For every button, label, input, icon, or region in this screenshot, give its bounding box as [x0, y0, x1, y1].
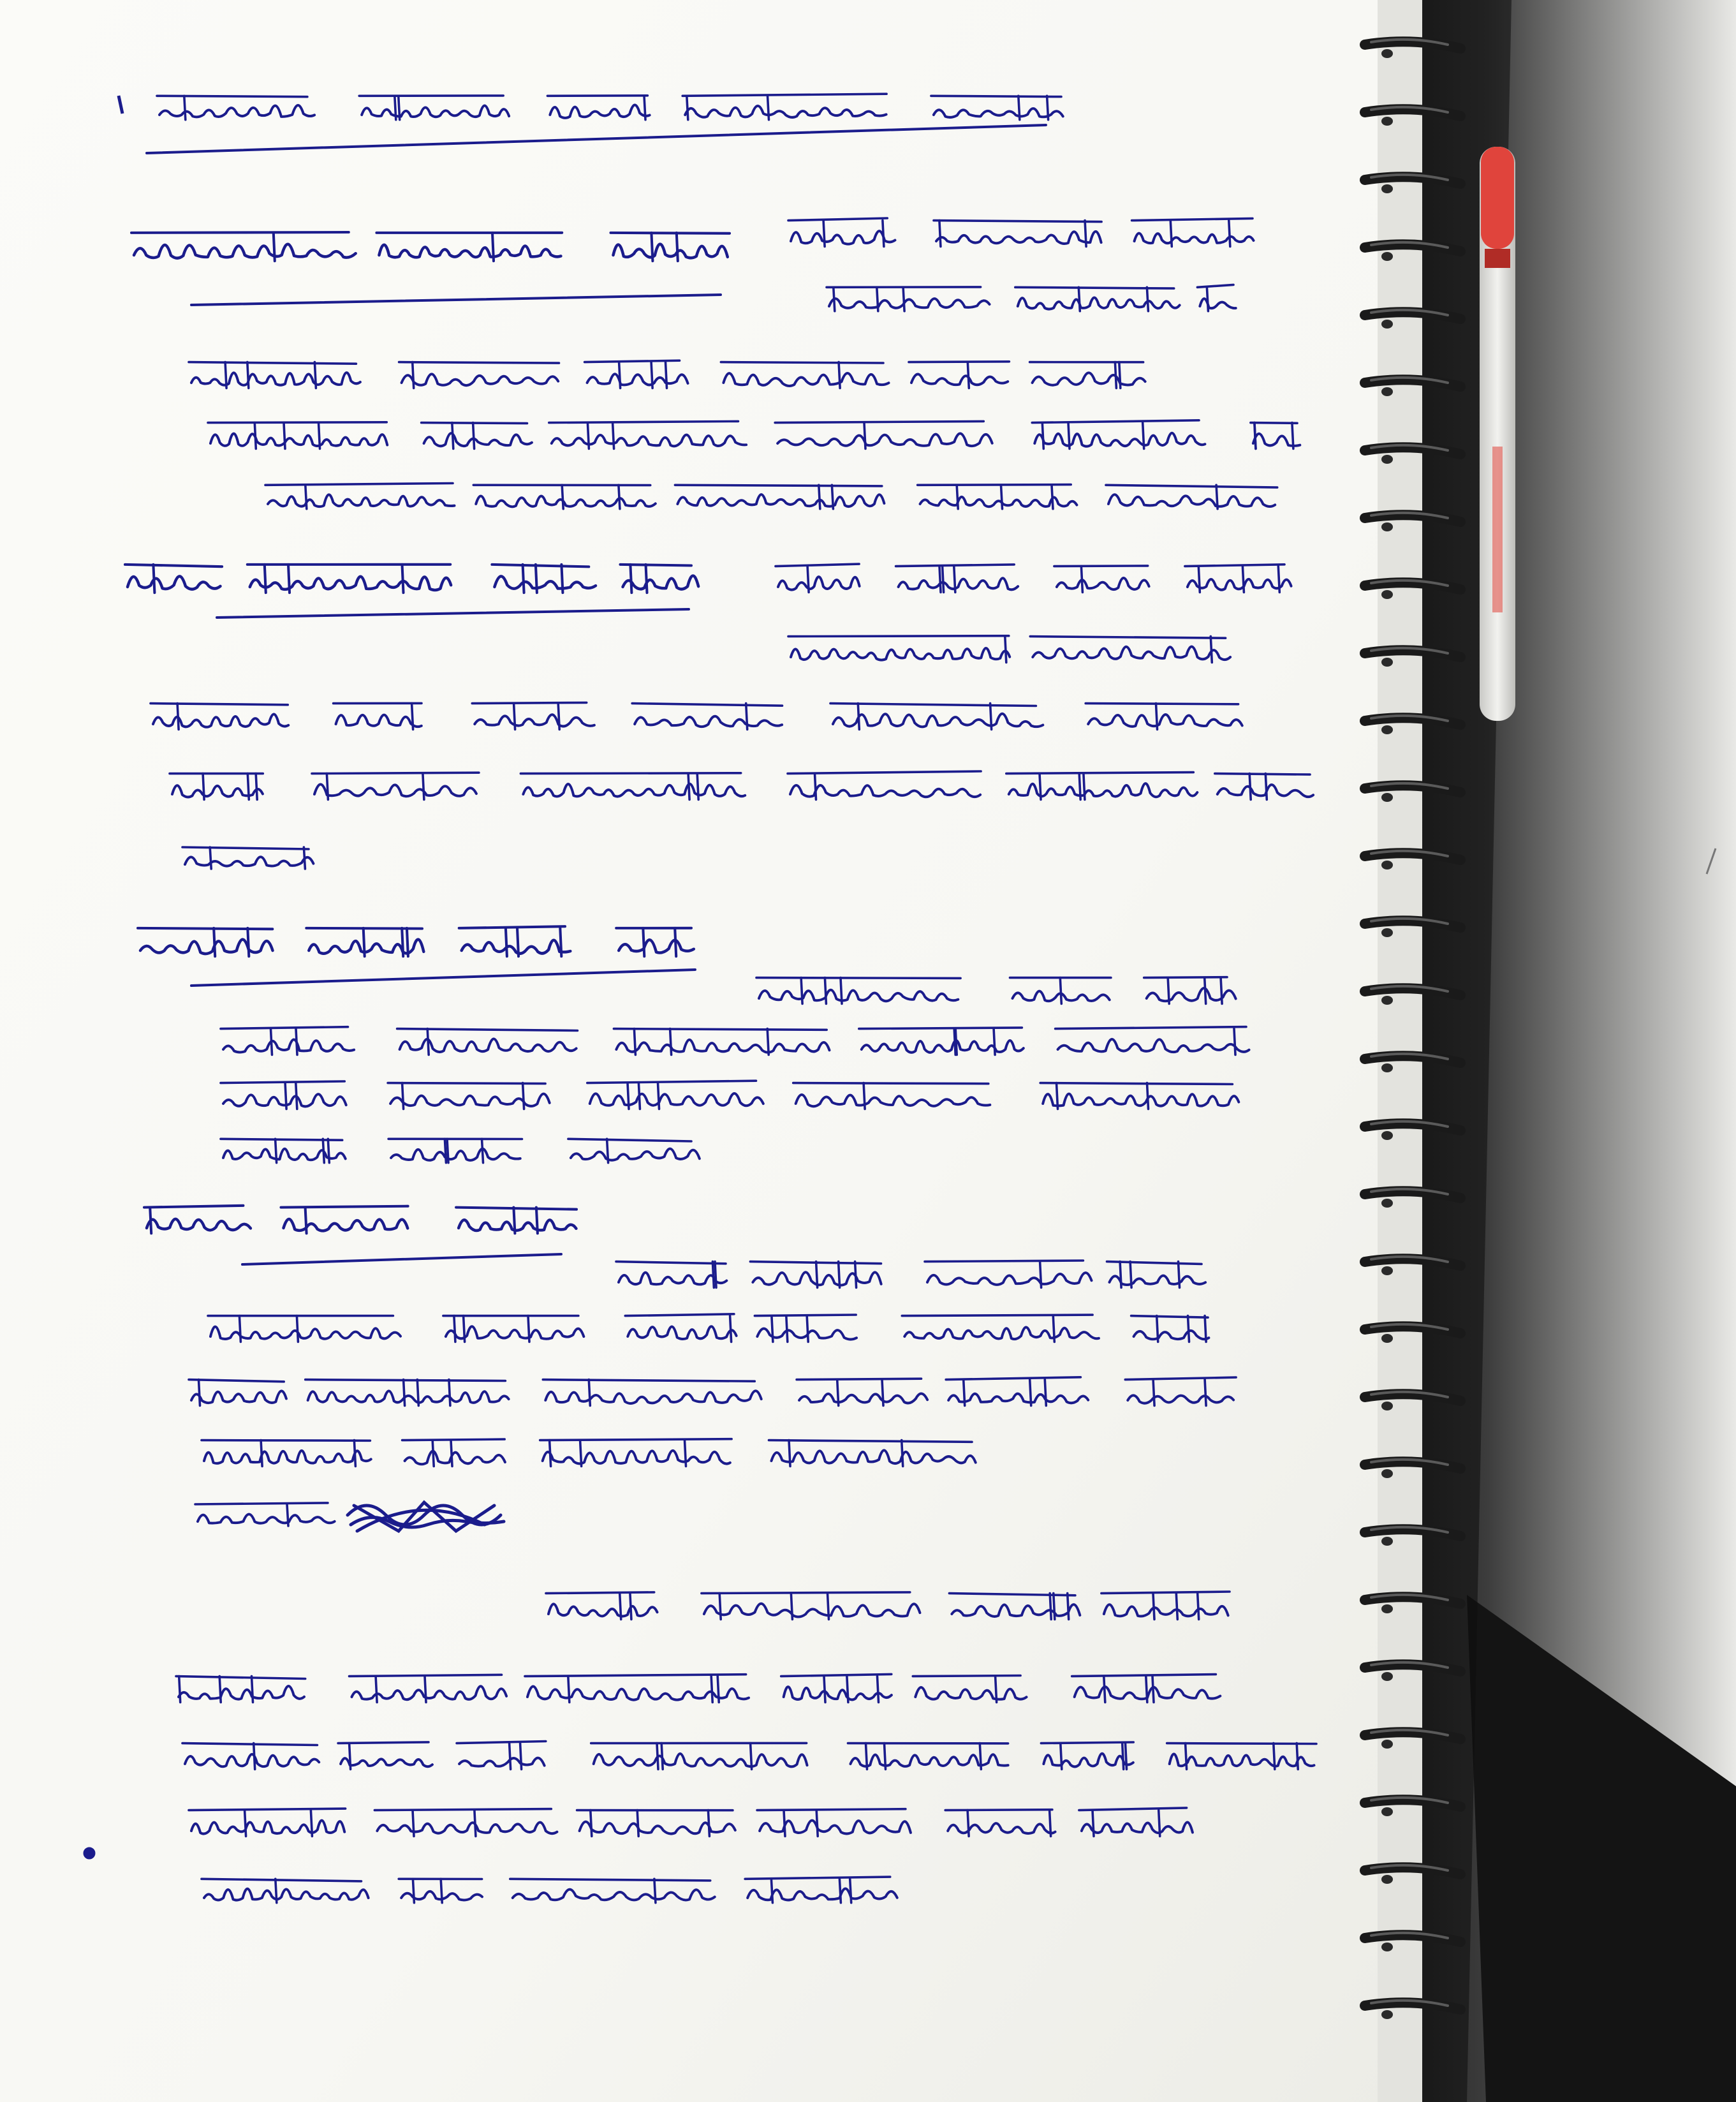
handwritten-stroke	[954, 566, 955, 593]
handwritten-stroke	[297, 1316, 298, 1342]
handwritten-stroke	[807, 566, 809, 593]
handwritten-stroke	[1205, 1316, 1206, 1342]
handwritten-stroke	[587, 423, 589, 449]
handwritten-headline	[675, 485, 881, 486]
handwritten-stroke	[1156, 704, 1158, 730]
handwritten-headline	[754, 1315, 856, 1316]
handwritten-stroke	[402, 1083, 404, 1109]
handwritten-stroke	[815, 774, 816, 800]
handwritten-headline	[757, 1809, 906, 1810]
handwritten-stroke	[816, 1262, 818, 1288]
handwritten-stroke	[449, 1380, 450, 1406]
handwritten-stroke	[1030, 1380, 1031, 1406]
handwritten-stroke	[276, 1879, 277, 1902]
handwritten-stroke	[1186, 1743, 1187, 1770]
handwritten-stroke	[654, 1879, 656, 1902]
handwritten-stroke	[591, 1810, 592, 1837]
handwritten-stroke	[254, 423, 256, 449]
handwritten-stroke	[939, 566, 941, 593]
handwritten-stroke	[878, 1676, 879, 1703]
handwritten-stroke	[613, 423, 614, 449]
handwritten-headline	[144, 1206, 243, 1208]
handwritten-stroke	[791, 1594, 792, 1620]
handwritten-headline	[1251, 423, 1297, 424]
handwritten-stroke	[364, 928, 365, 956]
handwritten-stroke	[943, 566, 944, 593]
handwritten-stroke	[413, 362, 414, 389]
handwritten-headline	[793, 1083, 989, 1084]
handwritten-stroke	[528, 1316, 529, 1342]
handwritten-stroke	[1292, 423, 1293, 449]
handwritten-stroke	[634, 1029, 635, 1055]
handwritten-stroke	[697, 774, 698, 800]
handwritten-headline	[1040, 1083, 1232, 1084]
handwritten-headline	[520, 773, 740, 774]
handwritten-stroke	[939, 221, 941, 247]
handwritten-headline	[131, 232, 349, 233]
handwritten-stroke	[550, 1440, 551, 1467]
handwritten-stroke	[1120, 1262, 1121, 1288]
handwritten-stroke	[883, 221, 884, 247]
handwritten-stroke	[1168, 978, 1169, 1004]
handwritten-stroke	[646, 565, 647, 593]
handwritten-stroke	[1085, 221, 1086, 247]
handwritten-headline	[459, 926, 565, 928]
handwritten-stroke	[402, 565, 404, 593]
handwritten-stroke	[441, 1879, 442, 1902]
handwritten-stroke	[825, 978, 826, 1004]
handwritten-stroke	[828, 1594, 829, 1620]
handwritten-headline	[756, 978, 960, 979]
handwritten-stroke	[1068, 1594, 1069, 1620]
handwritten-stroke	[1210, 637, 1212, 663]
handwritten-stroke	[1188, 1316, 1189, 1342]
handwritten-headline	[402, 1439, 505, 1440]
handwritten-stroke	[413, 1879, 414, 1902]
handwritten-stroke	[1081, 566, 1082, 593]
handwritten-stroke	[839, 362, 840, 389]
handwritten-stroke	[1040, 774, 1041, 800]
handwritten-stroke	[184, 96, 186, 119]
handwritten-headline	[1006, 773, 1194, 774]
handwritten-stroke	[677, 233, 678, 261]
handwritten-stroke	[399, 96, 400, 119]
handwritten-stroke	[902, 1440, 903, 1467]
handwritten-stroke	[153, 565, 154, 593]
handwritten-stroke	[327, 774, 328, 800]
handwritten-stroke	[296, 1083, 297, 1109]
handwritten-stroke	[786, 1316, 788, 1342]
handwritten-stroke	[560, 928, 561, 956]
handwritten-stroke	[1229, 221, 1230, 247]
handwritten-stroke	[644, 96, 645, 119]
handwritten-stroke	[996, 1676, 997, 1703]
handwritten-stroke	[150, 1208, 151, 1234]
handwritten-stroke	[1057, 1083, 1058, 1109]
handwritten-stroke	[877, 287, 878, 311]
handwritten-stroke	[1001, 485, 1003, 508]
handwritten-stroke	[666, 362, 667, 389]
handwritten-stroke	[619, 485, 620, 508]
handwritten-stroke	[265, 565, 266, 593]
handwritten-stroke	[834, 287, 835, 311]
handwritten-stroke	[305, 485, 307, 508]
handwritten-stroke	[715, 1262, 716, 1288]
handwritten-stroke	[349, 1743, 351, 1770]
handwritten-stroke	[284, 423, 285, 449]
handwritten-stroke	[328, 1139, 329, 1162]
handwritten-stroke	[670, 1029, 672, 1055]
handwritten-stroke	[254, 1743, 255, 1770]
handwritten-stroke	[464, 1316, 465, 1342]
handwritten-stroke	[1045, 1380, 1046, 1406]
handwritten-stroke	[620, 1594, 621, 1620]
handwritten-stroke	[536, 565, 537, 593]
handwritten-stroke	[850, 1879, 851, 1902]
handwritten-stroke	[687, 96, 688, 119]
handwritten-stroke	[643, 928, 644, 956]
handwritten-headline	[859, 1028, 1022, 1029]
handwritten-stroke	[1104, 1676, 1105, 1703]
handwritten-stroke	[1050, 1810, 1051, 1837]
handwritten-stroke	[203, 774, 204, 800]
handwritten-stroke	[256, 774, 257, 800]
handwritten-stroke	[864, 423, 865, 449]
handwritten-stroke	[395, 96, 396, 119]
handwritten-stroke	[252, 1676, 253, 1703]
handwritten-stroke	[1147, 287, 1148, 311]
handwritten-headline	[721, 362, 883, 363]
handwritten-stroke	[841, 978, 842, 1004]
handwritten-stroke	[630, 565, 631, 593]
handwritten-stroke	[536, 1208, 538, 1234]
handwritten-stroke	[425, 1676, 426, 1703]
handwritten-stroke	[1147, 1083, 1149, 1109]
handwritten-stroke	[772, 1316, 773, 1342]
handwritten-stroke	[261, 1440, 262, 1467]
handwritten-stroke	[1054, 1594, 1055, 1620]
handwritten-stroke	[675, 928, 676, 956]
handwritten-stroke	[824, 1676, 825, 1703]
handwritten-headline	[202, 1440, 370, 1441]
handwritten-headline	[151, 704, 288, 705]
handwritten-stroke	[474, 1810, 476, 1837]
handwritten-stroke	[882, 1380, 883, 1406]
handwritten-stroke	[1198, 566, 1200, 593]
handwritten-headline	[305, 1380, 506, 1381]
handwritten-stroke	[451, 1440, 452, 1467]
handwritten-stroke	[771, 1879, 772, 1902]
handwritten-headline	[902, 1315, 1092, 1316]
handwritten-headline	[472, 702, 586, 703]
handwritten-stroke	[1205, 978, 1206, 1004]
handwritten-stroke	[214, 928, 215, 956]
handwritten-stroke	[1079, 774, 1080, 800]
handwritten-stroke	[1278, 566, 1279, 593]
handwritten-stroke	[630, 1594, 631, 1620]
handwritten-stroke	[619, 362, 621, 389]
handwritten-stroke	[514, 704, 515, 730]
handwritten-stroke	[607, 1139, 608, 1162]
handwritten-stroke	[967, 1810, 969, 1837]
handwritten-stroke	[276, 1139, 277, 1162]
handwritten-stroke	[784, 1810, 785, 1837]
handwritten-stroke	[1216, 485, 1217, 508]
handwritten-stroke	[637, 1810, 638, 1837]
handwritten-stroke	[245, 1810, 246, 1837]
handwritten-stroke	[247, 362, 249, 389]
handwritten-stroke	[1119, 362, 1121, 389]
handwritten-stroke	[1126, 1743, 1127, 1770]
handwritten-headline	[338, 1742, 429, 1743]
handwritten-stroke	[885, 1743, 886, 1770]
handwritten-headline	[422, 423, 527, 424]
handwritten-stroke	[789, 1440, 790, 1467]
handwritten-stroke	[1242, 566, 1244, 593]
handwritten-stroke	[730, 1316, 732, 1342]
handwritten-headline	[374, 1809, 551, 1810]
handwritten-stroke	[314, 362, 316, 389]
handwritten-stroke	[1047, 96, 1048, 119]
handwritten-stroke	[839, 1262, 840, 1288]
handwritten-stroke	[247, 774, 249, 800]
handwritten-stroke	[179, 1676, 180, 1703]
handwritten-stroke	[751, 1743, 752, 1770]
handwritten-stroke	[274, 233, 275, 261]
handwritten-stroke	[412, 704, 413, 730]
handwritten-stroke	[858, 704, 859, 730]
handwritten-stroke	[1092, 1810, 1094, 1837]
handwritten-stroke	[1179, 1262, 1180, 1288]
handwritten-stroke	[1143, 423, 1144, 449]
handwritten-stroke	[506, 928, 507, 956]
handwritten-stroke	[1019, 96, 1020, 119]
handwritten-stroke	[1297, 1743, 1298, 1770]
handwritten-stroke	[445, 1139, 446, 1162]
handwritten-stroke	[855, 1262, 857, 1288]
handwritten-stroke	[1176, 1594, 1177, 1620]
handwritten-stroke	[517, 928, 519, 956]
handwritten-stroke	[239, 1316, 240, 1342]
handwritten-stroke	[657, 1743, 658, 1770]
handwritten-stroke	[1050, 1594, 1051, 1620]
handwritten-stroke	[832, 485, 833, 508]
handwritten-headline	[1167, 1743, 1316, 1744]
handwritten-stroke	[580, 1440, 582, 1467]
handwritten-stroke	[717, 1676, 719, 1703]
handwritten-stroke	[767, 1029, 769, 1055]
handwritten-stroke	[1068, 423, 1070, 449]
handwritten-stroke	[1078, 287, 1080, 311]
handwritten-stroke	[305, 1208, 307, 1234]
handwritten-headline	[934, 221, 1101, 222]
handwritten-stroke	[1130, 1262, 1131, 1288]
handwritten-stroke	[1265, 774, 1267, 800]
handwritten-headline	[189, 1809, 346, 1810]
handwritten-stroke	[404, 1380, 405, 1406]
handwritten-stroke	[413, 1810, 414, 1837]
handwritten-stroke	[288, 565, 290, 593]
handwritten-stroke	[1115, 362, 1116, 389]
handwritten-stroke	[957, 485, 958, 508]
handwritten-stroke	[513, 1208, 515, 1234]
handwritten-stroke	[562, 485, 563, 508]
handwritten-headline	[1041, 1742, 1133, 1743]
handwritten-stroke	[651, 233, 652, 261]
handwritten-stroke	[1122, 1743, 1124, 1770]
handwritten-stroke	[492, 233, 494, 261]
handwritten-stroke	[1198, 1594, 1199, 1620]
handwritten-stroke	[1042, 423, 1043, 449]
handwritten-headline	[1144, 977, 1227, 978]
handwritten-stroke	[1274, 1743, 1275, 1770]
handwritten-stroke	[1170, 221, 1172, 247]
handwritten-headline	[399, 362, 559, 364]
handwritten-stroke	[1005, 637, 1006, 663]
handwritten-stroke	[847, 1676, 848, 1703]
handwritten-stroke	[990, 704, 992, 730]
handwritten-stroke	[1061, 1743, 1062, 1770]
handwritten-stroke	[816, 1810, 818, 1837]
handwritten-headline	[138, 928, 272, 929]
handwritten-stroke	[311, 1810, 312, 1837]
handwritten-stroke	[473, 423, 474, 449]
handwritten-headline	[1015, 287, 1174, 288]
handwritten-stroke	[638, 1083, 640, 1109]
handwritten-stroke	[219, 1676, 221, 1703]
handwritten-stroke	[1153, 1380, 1154, 1406]
handwritten-stroke	[964, 1380, 965, 1406]
handwritten-stroke	[688, 774, 689, 800]
handwritten-stroke	[319, 423, 320, 449]
handwritten-stroke	[1084, 774, 1085, 800]
handwritten-stroke	[1146, 1676, 1147, 1703]
pen	[1480, 147, 1515, 721]
handwritten-stroke	[247, 928, 249, 956]
handwritten-stroke	[1052, 485, 1053, 508]
handwritten-stroke	[768, 96, 769, 119]
handwritten-stroke	[1159, 1810, 1160, 1837]
handwritten-stroke	[285, 1083, 286, 1109]
handwritten-stroke	[708, 1810, 709, 1837]
handwritten-headline	[546, 1592, 654, 1594]
handwritten-stroke	[407, 928, 408, 956]
handwritten-stroke	[1234, 1029, 1235, 1055]
handwritten-stroke	[296, 1029, 297, 1055]
handwritten-headline	[614, 1029, 827, 1030]
handwritten-stroke	[1254, 423, 1256, 449]
handwritten-stroke	[1152, 1676, 1154, 1703]
handwritten-stroke	[837, 1380, 839, 1406]
handwritten-stroke	[210, 847, 211, 869]
handwritten-stroke	[520, 1743, 522, 1770]
handwritten-headline	[925, 1261, 1083, 1262]
handwritten-stroke	[177, 704, 179, 730]
handwritten-stroke	[903, 287, 904, 311]
handwritten-stroke	[711, 1676, 712, 1703]
handwritten-stroke	[523, 1083, 524, 1109]
handwritten-stroke	[801, 978, 802, 1004]
handwritten-stroke	[866, 1743, 867, 1770]
handwritten-stroke	[427, 1029, 429, 1055]
handwritten-stroke	[376, 1676, 377, 1703]
handwritten-stroke	[1207, 287, 1208, 311]
handwritten-stroke	[839, 1879, 841, 1902]
handwritten-headline	[702, 1592, 910, 1594]
handwritten-stroke	[967, 362, 969, 389]
handwritten-stroke	[685, 1440, 686, 1467]
handwritten-stroke	[423, 774, 424, 800]
handwritten-stroke	[287, 1504, 288, 1526]
handwritten-stroke	[523, 565, 524, 593]
handwritten-stroke	[589, 1380, 590, 1406]
handwritten-stroke	[807, 1316, 808, 1342]
handwritten-headline	[281, 1206, 408, 1208]
handwritten-stroke	[354, 1440, 355, 1467]
handwritten-stroke	[558, 704, 559, 730]
handwritten-stroke	[1157, 1316, 1158, 1342]
handwritten-stroke	[510, 1743, 511, 1770]
handwritten-stroke	[1221, 978, 1222, 1004]
handwritten-headline	[788, 636, 1009, 637]
handwritten-headline	[208, 422, 386, 423]
handwritten-headline	[549, 421, 739, 422]
handwritten-stroke	[432, 1440, 434, 1467]
handwritten-stroke	[719, 1594, 721, 1620]
handwritten-stroke	[1153, 1594, 1154, 1620]
handwritten-stroke	[661, 1743, 663, 1770]
handwritten-stroke	[417, 1380, 418, 1406]
handwritten-stroke	[658, 1083, 659, 1109]
handwritten-stroke	[746, 704, 747, 730]
handwritten-stroke	[482, 1139, 483, 1162]
handwritten-headline	[195, 1503, 328, 1504]
handwritten-headline	[1215, 774, 1310, 775]
handwritten-stroke	[199, 1380, 200, 1406]
handwritten-stroke	[561, 565, 563, 593]
handwritten-stroke	[628, 1083, 629, 1109]
handwritten-stroke	[568, 1676, 570, 1703]
handwritten-stroke	[1060, 978, 1061, 1004]
handwritten-stroke	[712, 1262, 714, 1288]
handwritten-stroke	[402, 928, 403, 956]
handwritten-stroke	[980, 1743, 981, 1770]
handwritten-headline	[540, 1439, 732, 1440]
handwritten-stroke	[994, 1029, 995, 1055]
handwritten-stroke	[323, 1139, 324, 1162]
handwritten-stroke	[1205, 1380, 1206, 1406]
handwritten-stroke	[1040, 1262, 1041, 1288]
handwritten-stroke	[819, 485, 820, 508]
handwritten-stroke	[271, 1029, 272, 1055]
handwritten-stroke	[823, 221, 825, 247]
handwritten-stroke	[454, 1316, 455, 1342]
handwritten-stroke	[452, 423, 453, 449]
handwritten-stroke	[955, 1029, 957, 1055]
handwritten-stroke	[1053, 1316, 1054, 1342]
handwritten-stroke	[1249, 774, 1251, 800]
handwritten-stroke	[447, 1139, 448, 1162]
handwritten-stroke	[225, 362, 226, 389]
handwritten-stroke	[864, 1083, 865, 1109]
handwritten-stroke	[304, 847, 305, 869]
handwritten-stroke	[651, 362, 652, 389]
handwritten-headline	[775, 421, 983, 422]
